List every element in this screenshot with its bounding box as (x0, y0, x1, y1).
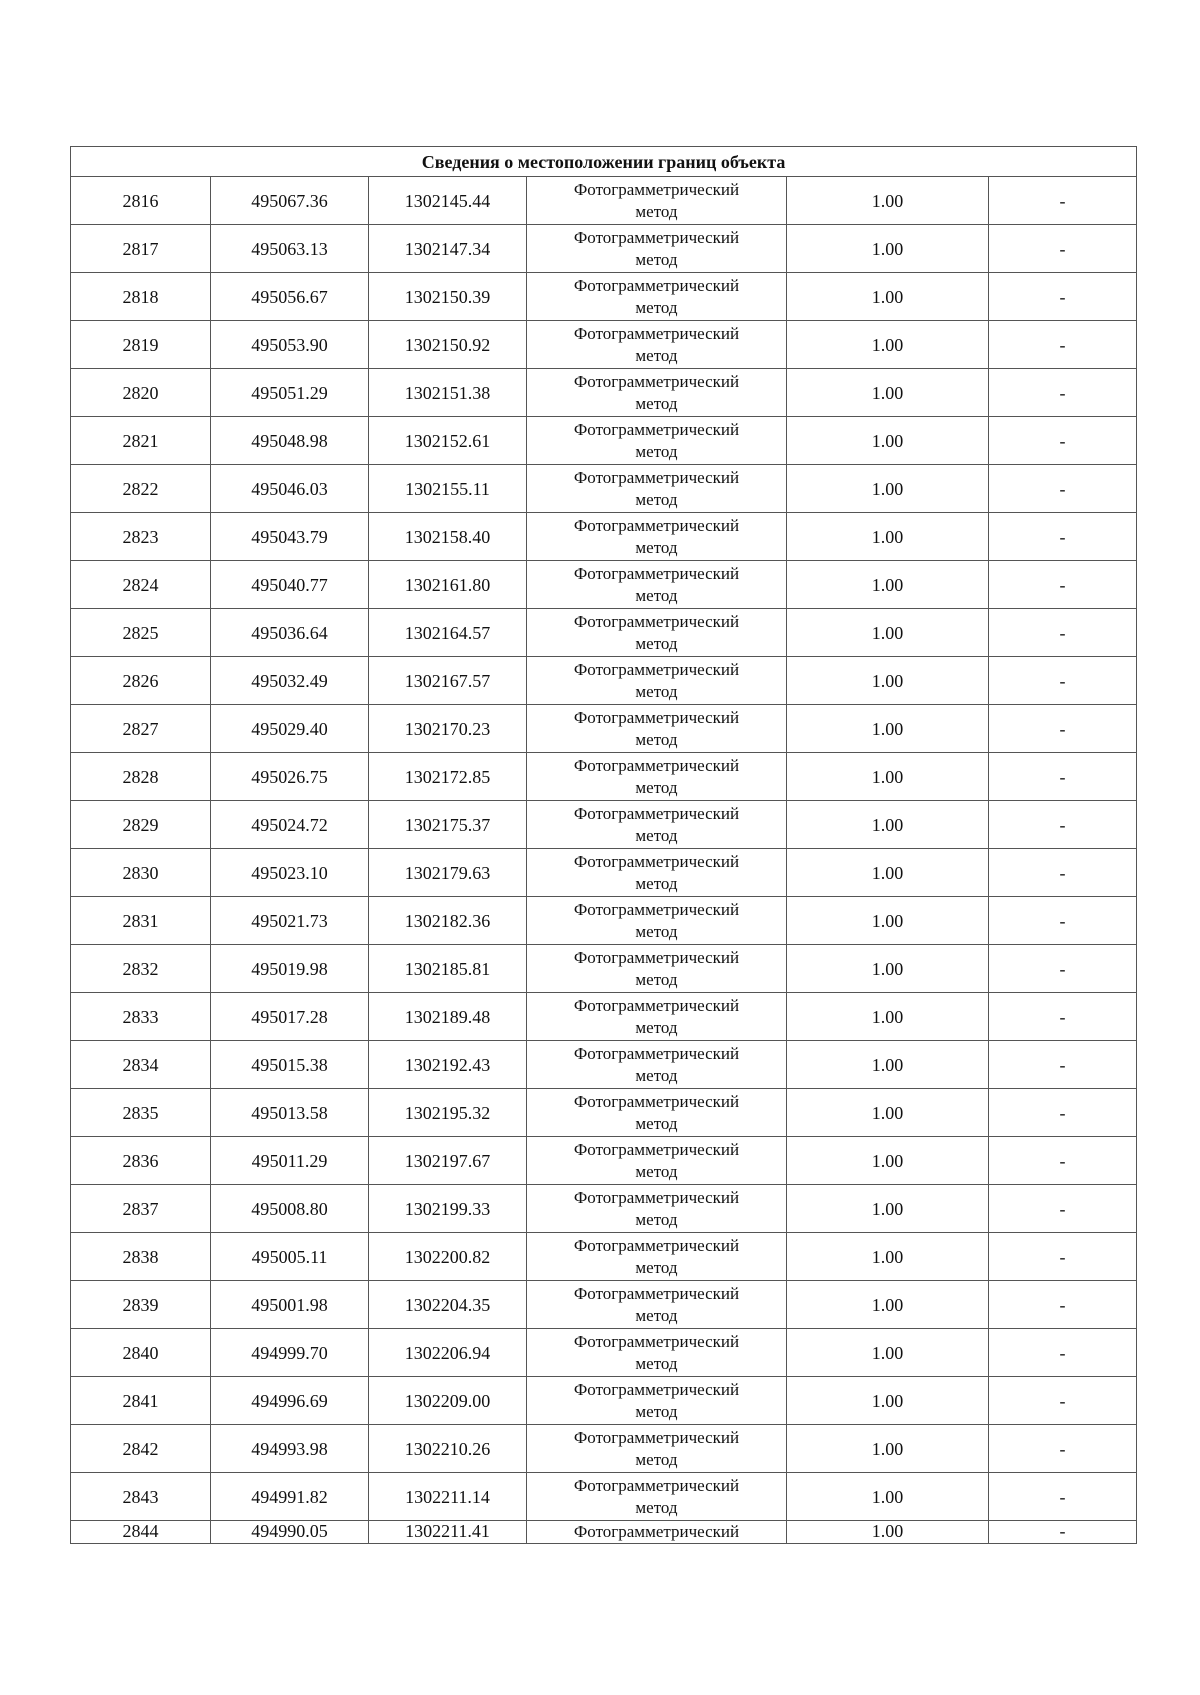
precision: 1.00 (787, 1377, 989, 1425)
coordinate-y: 1302182.36 (369, 897, 527, 945)
point-number: 2837 (71, 1185, 211, 1233)
coordinate-x: 495011.29 (211, 1137, 369, 1185)
method-line2: метод (635, 1449, 678, 1469)
method-cell (527, 1329, 787, 1377)
method-cell (527, 321, 787, 369)
table-row (71, 1425, 1137, 1473)
method-cell (527, 225, 787, 273)
note: - (989, 369, 1137, 417)
note: - (989, 897, 1137, 945)
note: - (989, 1137, 1137, 1185)
method-line1: Фотограмметрический (573, 275, 740, 295)
precision: 1.00 (787, 465, 989, 513)
coordinate-y: 1302197.67 (369, 1137, 527, 1185)
note: - (989, 753, 1137, 801)
method-line2: метод (635, 1017, 678, 1037)
method-cell (527, 945, 787, 993)
precision: 1.00 (787, 993, 989, 1041)
method-cell (527, 1089, 787, 1137)
method-line2: метод (635, 585, 678, 605)
coordinate-x: 495001.98 (211, 1281, 369, 1329)
method-line1: Фотограмметрический (573, 515, 740, 535)
method-cell (527, 1521, 787, 1544)
note: - (989, 993, 1137, 1041)
table-row (71, 417, 1137, 465)
method-line1: Фотограмметрический (573, 995, 740, 1015)
method-line1: Фотограмметрический (573, 563, 740, 583)
method-line1: Фотограмметрический (573, 1427, 740, 1447)
precision: 1.00 (787, 897, 989, 945)
method-line1: Фотограмметрический (573, 1235, 740, 1255)
precision: 1.00 (787, 1137, 989, 1185)
precision: 1.00 (787, 753, 989, 801)
method-line1: Фотограмметрический (573, 1331, 740, 1351)
coordinate-x: 495036.64 (211, 609, 369, 657)
method-line1: Фотограмметрический (573, 1522, 740, 1541)
method-line1: Фотограмметрический (573, 323, 740, 343)
method-line1: Фотограмметрический (573, 1043, 740, 1063)
coordinate-x: 495043.79 (211, 513, 369, 561)
method-cell (527, 513, 787, 561)
precision: 1.00 (787, 561, 989, 609)
table-row (71, 1329, 1137, 1377)
note: - (989, 513, 1137, 561)
point-number: 2822 (71, 465, 211, 513)
document-page (70, 146, 1136, 1544)
point-number: 2825 (71, 609, 211, 657)
coordinate-x: 495026.75 (211, 753, 369, 801)
point-number: 2827 (71, 705, 211, 753)
point-number: 2828 (71, 753, 211, 801)
method-line2: метод (635, 297, 678, 317)
coordinate-x: 495021.73 (211, 897, 369, 945)
coordinate-x: 495051.29 (211, 369, 369, 417)
table-title-row (71, 147, 1137, 177)
point-number: 2842 (71, 1425, 211, 1473)
table-row (71, 705, 1137, 753)
precision: 1.00 (787, 1425, 989, 1473)
point-number: 2816 (71, 177, 211, 225)
coordinate-y: 1302185.81 (369, 945, 527, 993)
point-number: 2830 (71, 849, 211, 897)
note: - (989, 657, 1137, 705)
note: - (989, 945, 1137, 993)
method-line1: Фотограмметрический (573, 1139, 740, 1159)
precision: 1.00 (787, 1089, 989, 1137)
method-line1: Фотограмметрический (573, 947, 740, 967)
coordinate-x: 495067.36 (211, 177, 369, 225)
point-number: 2839 (71, 1281, 211, 1329)
method-line1: Фотограмметрический (573, 899, 740, 919)
point-number: 2826 (71, 657, 211, 705)
point-number: 2836 (71, 1137, 211, 1185)
table-row (71, 177, 1137, 225)
coordinate-y: 1302211.41 (369, 1521, 527, 1544)
method-line1: Фотограмметрический (573, 371, 740, 391)
method-line1: Фотограмметрический (573, 659, 740, 679)
note: - (989, 609, 1137, 657)
coordinate-x: 495032.49 (211, 657, 369, 705)
table-row (71, 465, 1137, 513)
method-line1: Фотограмметрический (573, 179, 740, 199)
note: - (989, 273, 1137, 321)
coordinate-x: 495019.98 (211, 945, 369, 993)
method-line1: Фотограмметрический (573, 1283, 740, 1303)
coordinate-y: 1302151.38 (369, 369, 527, 417)
precision: 1.00 (787, 945, 989, 993)
method-line2: метод (635, 345, 678, 365)
coordinate-x: 494996.69 (211, 1377, 369, 1425)
table-row (71, 321, 1137, 369)
method-line2: метод (635, 1113, 678, 1133)
coordinate-x: 495063.13 (211, 225, 369, 273)
point-number: 2817 (71, 225, 211, 273)
method-cell (527, 177, 787, 225)
method-cell (527, 849, 787, 897)
precision: 1.00 (787, 513, 989, 561)
method-line2: метод (635, 1401, 678, 1421)
note: - (989, 465, 1137, 513)
point-number: 2819 (71, 321, 211, 369)
coordinate-x: 495029.40 (211, 705, 369, 753)
method-cell (527, 1233, 787, 1281)
coordinate-y: 1302192.43 (369, 1041, 527, 1089)
method-line1: Фотограмметрический (573, 467, 740, 487)
point-number: 2843 (71, 1473, 211, 1521)
method-line1: Фотограмметрический (573, 1475, 740, 1495)
point-number: 2824 (71, 561, 211, 609)
coordinate-x: 495015.38 (211, 1041, 369, 1089)
table-row (71, 993, 1137, 1041)
method-cell (527, 465, 787, 513)
method-line2: метод (635, 441, 678, 461)
method-line1: Фотограмметрический (573, 803, 740, 823)
method-line2: метод (635, 1065, 678, 1085)
method-cell (527, 417, 787, 465)
coordinate-x: 495005.11 (211, 1233, 369, 1281)
method-cell (527, 801, 787, 849)
coordinate-y: 1302150.92 (369, 321, 527, 369)
coordinate-y: 1302150.39 (369, 273, 527, 321)
method-line2: метод (635, 393, 678, 413)
coordinate-x: 495017.28 (211, 993, 369, 1041)
method-cell (527, 561, 787, 609)
point-number: 2834 (71, 1041, 211, 1089)
coordinate-x: 494993.98 (211, 1425, 369, 1473)
precision: 1.00 (787, 1041, 989, 1089)
coordinate-y: 1302172.85 (369, 753, 527, 801)
method-line2: метод (635, 969, 678, 989)
table-row (71, 801, 1137, 849)
coordinate-y: 1302200.82 (369, 1233, 527, 1281)
coordinate-x: 494990.05 (211, 1521, 369, 1544)
coordinate-x: 495013.58 (211, 1089, 369, 1137)
method-line1: Фотограмметрический (573, 419, 740, 439)
method-line2: метод (635, 921, 678, 941)
method-line2: метод (635, 201, 678, 221)
point-number: 2823 (71, 513, 211, 561)
note: - (989, 705, 1137, 753)
coordinate-y: 1302155.11 (369, 465, 527, 513)
coordinate-y: 1302199.33 (369, 1185, 527, 1233)
method-line2: метод (635, 489, 678, 509)
note: - (989, 1425, 1137, 1473)
method-cell (527, 1377, 787, 1425)
note: - (989, 561, 1137, 609)
method-line1: Фотограмметрический (573, 1091, 740, 1111)
method-line2: метод (635, 249, 678, 269)
coordinate-x: 495048.98 (211, 417, 369, 465)
note: - (989, 417, 1137, 465)
note: - (989, 1185, 1137, 1233)
table-row (71, 1041, 1137, 1089)
precision: 1.00 (787, 801, 989, 849)
coordinate-y: 1302210.26 (369, 1425, 527, 1473)
coordinate-y: 1302175.37 (369, 801, 527, 849)
coordinate-y: 1302209.00 (369, 1377, 527, 1425)
precision: 1.00 (787, 369, 989, 417)
table-row (71, 273, 1137, 321)
method-line2: метод (635, 873, 678, 893)
point-number: 2831 (71, 897, 211, 945)
method-line1: Фотограмметрический (573, 851, 740, 871)
method-line1: Фотограмметрический (573, 611, 740, 631)
point-number: 2829 (71, 801, 211, 849)
method-cell (527, 273, 787, 321)
method-line1: Фотограмметрический (573, 1379, 740, 1399)
method-cell (527, 1137, 787, 1185)
method-line2: метод (635, 777, 678, 797)
method-cell (527, 1041, 787, 1089)
table-row (71, 561, 1137, 609)
method-line1: Фотограмметрический (573, 707, 740, 727)
method-line2: метод (635, 681, 678, 701)
method-cell (527, 609, 787, 657)
method-cell (527, 657, 787, 705)
note: - (989, 1377, 1137, 1425)
method-line1: Фотограмметрический (573, 755, 740, 775)
coordinate-x: 494999.70 (211, 1329, 369, 1377)
table-row (71, 1281, 1137, 1329)
point-number: 2832 (71, 945, 211, 993)
table-row (71, 1185, 1137, 1233)
method-line2: метод (635, 1497, 678, 1517)
coordinate-y: 1302195.32 (369, 1089, 527, 1137)
coordinate-y: 1302204.35 (369, 1281, 527, 1329)
precision: 1.00 (787, 705, 989, 753)
method-line1: Фотограмметрический (573, 1187, 740, 1207)
note: - (989, 1473, 1137, 1521)
point-number: 2840 (71, 1329, 211, 1377)
method-line2: метод (635, 825, 678, 845)
table-row (71, 1089, 1137, 1137)
point-number: 2838 (71, 1233, 211, 1281)
coordinate-y: 1302206.94 (369, 1329, 527, 1377)
method-cell (527, 993, 787, 1041)
table-title: Сведения о местоположении границ объекта (71, 147, 1137, 177)
method-line2: метод (635, 1305, 678, 1325)
method-cell (527, 753, 787, 801)
table-row (71, 1137, 1137, 1185)
method-line2: метод (635, 633, 678, 653)
table-row (71, 1233, 1137, 1281)
method-cell (527, 1473, 787, 1521)
method-cell (527, 897, 787, 945)
method-cell (527, 1425, 787, 1473)
precision: 1.00 (787, 1521, 989, 1544)
precision: 1.00 (787, 1281, 989, 1329)
coordinate-y: 1302147.34 (369, 225, 527, 273)
coordinate-y: 1302164.57 (369, 609, 527, 657)
method-line1: Фотограмметрический (573, 227, 740, 247)
point-number: 2833 (71, 993, 211, 1041)
coordinate-y: 1302211.14 (369, 1473, 527, 1521)
table-row (71, 657, 1137, 705)
table-row (71, 1473, 1137, 1521)
note: - (989, 849, 1137, 897)
note: - (989, 1089, 1137, 1137)
note: - (989, 225, 1137, 273)
method-line2: метод (635, 729, 678, 749)
coordinate-y: 1302167.57 (369, 657, 527, 705)
coordinate-x: 495046.03 (211, 465, 369, 513)
precision: 1.00 (787, 1233, 989, 1281)
precision: 1.00 (787, 849, 989, 897)
coordinate-x: 495056.67 (211, 273, 369, 321)
table-row (71, 225, 1137, 273)
note: - (989, 321, 1137, 369)
precision: 1.00 (787, 1473, 989, 1521)
coordinate-y: 1302170.23 (369, 705, 527, 753)
note: - (989, 1521, 1137, 1544)
method-line2: метод (635, 1209, 678, 1229)
precision: 1.00 (787, 1329, 989, 1377)
coordinate-x: 495040.77 (211, 561, 369, 609)
table-row (71, 369, 1137, 417)
method-line2: метод (635, 537, 678, 557)
point-number: 2821 (71, 417, 211, 465)
coordinate-x: 495024.72 (211, 801, 369, 849)
note: - (989, 1329, 1137, 1377)
precision: 1.00 (787, 225, 989, 273)
point-number: 2841 (71, 1377, 211, 1425)
coordinate-x: 495008.80 (211, 1185, 369, 1233)
precision: 1.00 (787, 609, 989, 657)
note: - (989, 1041, 1137, 1089)
method-line2: метод (635, 1353, 678, 1373)
table-row (71, 1521, 1137, 1544)
coordinate-y: 1302145.44 (369, 177, 527, 225)
precision: 1.00 (787, 273, 989, 321)
note: - (989, 1281, 1137, 1329)
coordinate-y: 1302161.80 (369, 561, 527, 609)
table-row (71, 513, 1137, 561)
coordinate-y: 1302158.40 (369, 513, 527, 561)
precision: 1.00 (787, 657, 989, 705)
precision: 1.00 (787, 417, 989, 465)
coordinate-y: 1302179.63 (369, 849, 527, 897)
point-number: 2835 (71, 1089, 211, 1137)
precision: 1.00 (787, 1185, 989, 1233)
table-row (71, 945, 1137, 993)
table-row (71, 609, 1137, 657)
point-number: 2818 (71, 273, 211, 321)
coordinate-y: 1302152.61 (369, 417, 527, 465)
coordinate-y: 1302189.48 (369, 993, 527, 1041)
method-cell (527, 705, 787, 753)
coordinate-x: 495023.10 (211, 849, 369, 897)
table-row (71, 753, 1137, 801)
note: - (989, 801, 1137, 849)
boundary-coordinates-table (70, 146, 1137, 1544)
method-cell (527, 369, 787, 417)
table-row (71, 897, 1137, 945)
table-row (71, 1377, 1137, 1425)
precision: 1.00 (787, 177, 989, 225)
table-row (71, 849, 1137, 897)
method-line2: метод (635, 1161, 678, 1181)
point-number: 2844 (71, 1521, 211, 1544)
coordinate-x: 494991.82 (211, 1473, 369, 1521)
method-cell (527, 1281, 787, 1329)
point-number: 2820 (71, 369, 211, 417)
note: - (989, 1233, 1137, 1281)
method-cell (527, 1185, 787, 1233)
precision: 1.00 (787, 321, 989, 369)
coordinate-x: 495053.90 (211, 321, 369, 369)
method-line2: метод (635, 1257, 678, 1277)
note: - (989, 177, 1137, 225)
